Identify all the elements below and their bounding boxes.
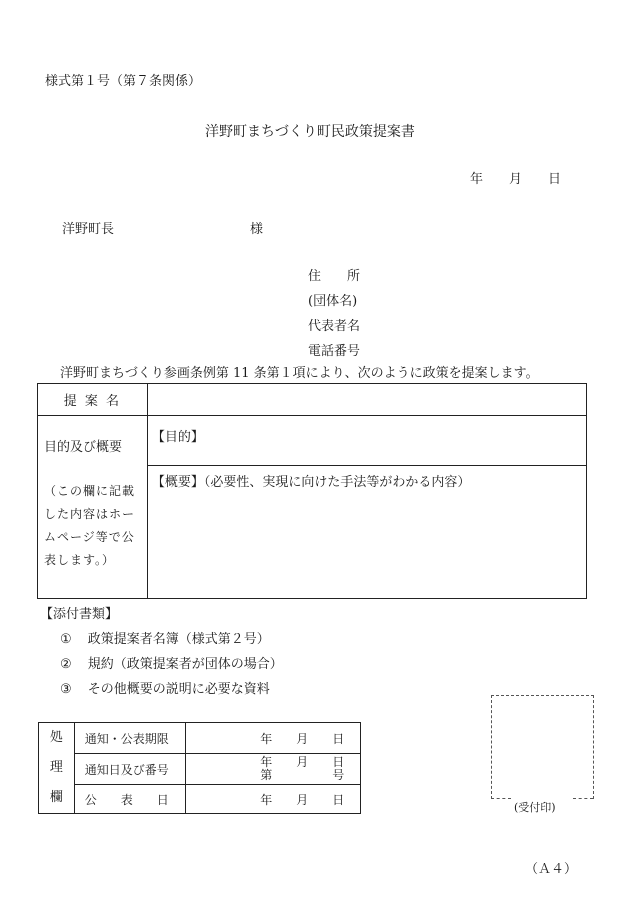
stamp-label: (受付印)	[514, 801, 556, 814]
attachment-item	[60, 653, 283, 672]
publication-note-line: （この欄に記載	[44, 484, 136, 498]
attachment-text: その他概要の説明に必要な資料	[87, 682, 270, 697]
applicant-group-label: (団体名)	[308, 294, 358, 309]
processing-number-line: 第 号	[260, 768, 345, 783]
processing-row-label: 通知・公表期限	[74, 723, 185, 754]
processing-row-label: 通知日及び番号	[74, 754, 185, 785]
processing-row-label: 公 表 日	[74, 785, 185, 814]
applicant-address-label: 住 所	[308, 269, 361, 284]
intro-text: 洋野町まちづくり参画条例第 11 条第１項により、次のように政策を提案します。	[60, 366, 539, 381]
processing-side-char: 処	[49, 730, 63, 745]
purpose-label: 目的及び概要	[44, 440, 123, 455]
publication-note-line: 表します。）	[44, 553, 116, 567]
attachment-number: ①	[60, 632, 72, 647]
processing-table	[38, 722, 361, 814]
paper-size-label: （Ａ４）	[525, 862, 578, 877]
processing-side-label	[39, 723, 75, 814]
attachments-heading: 【添付書類】	[40, 607, 119, 622]
stamp-box-bottom-left	[491, 798, 511, 799]
publication-note-line: した内容はホー	[44, 507, 136, 521]
honorific: 様	[250, 222, 264, 237]
processing-row-value: 年 月 日	[186, 723, 361, 754]
publication-note-line: ムページ等で公	[44, 530, 135, 544]
addressee: 洋野町長	[62, 222, 115, 237]
processing-side-char: 理	[49, 760, 63, 775]
proposal-table	[37, 383, 587, 599]
stamp-box-bottom-right	[573, 798, 593, 799]
attachment-item	[60, 628, 270, 647]
processing-date-line: 年 月 日	[260, 755, 345, 770]
page-title: 洋野町まちづくり町民政策提案書	[205, 124, 415, 140]
proposal-name-label: 提 案 名	[38, 384, 148, 416]
overview-field[interactable]	[147, 466, 586, 599]
attachment-text: 規約（政策提案者が団体の場合）	[87, 657, 283, 672]
processing-row-value	[186, 754, 361, 785]
form-number: 様式第１号（第７条関係）	[45, 74, 202, 89]
processing-row-value: 年 月 日	[186, 785, 361, 814]
attachment-number: ③	[60, 682, 72, 697]
date-line: 年 月 日	[470, 172, 562, 187]
overview-heading: 【概要】（必要性、実現に向けた手法等がわかる内容）	[151, 475, 471, 490]
attachment-item	[60, 678, 270, 697]
purpose-field[interactable]	[147, 416, 586, 466]
purpose-heading: 【目的】	[151, 430, 204, 445]
purpose-label-cell	[38, 416, 148, 599]
publication-note	[44, 480, 147, 572]
reception-stamp-box	[491, 695, 594, 799]
proposal-name-field[interactable]	[147, 384, 586, 416]
applicant-phone-label: 電話番号	[308, 344, 361, 359]
processing-side-char: 欄	[49, 790, 63, 805]
attachment-text: 政策提案者名簿（様式第２号）	[87, 632, 270, 647]
applicant-representative-label: 代表者名	[308, 319, 361, 334]
attachment-number: ②	[60, 657, 72, 672]
